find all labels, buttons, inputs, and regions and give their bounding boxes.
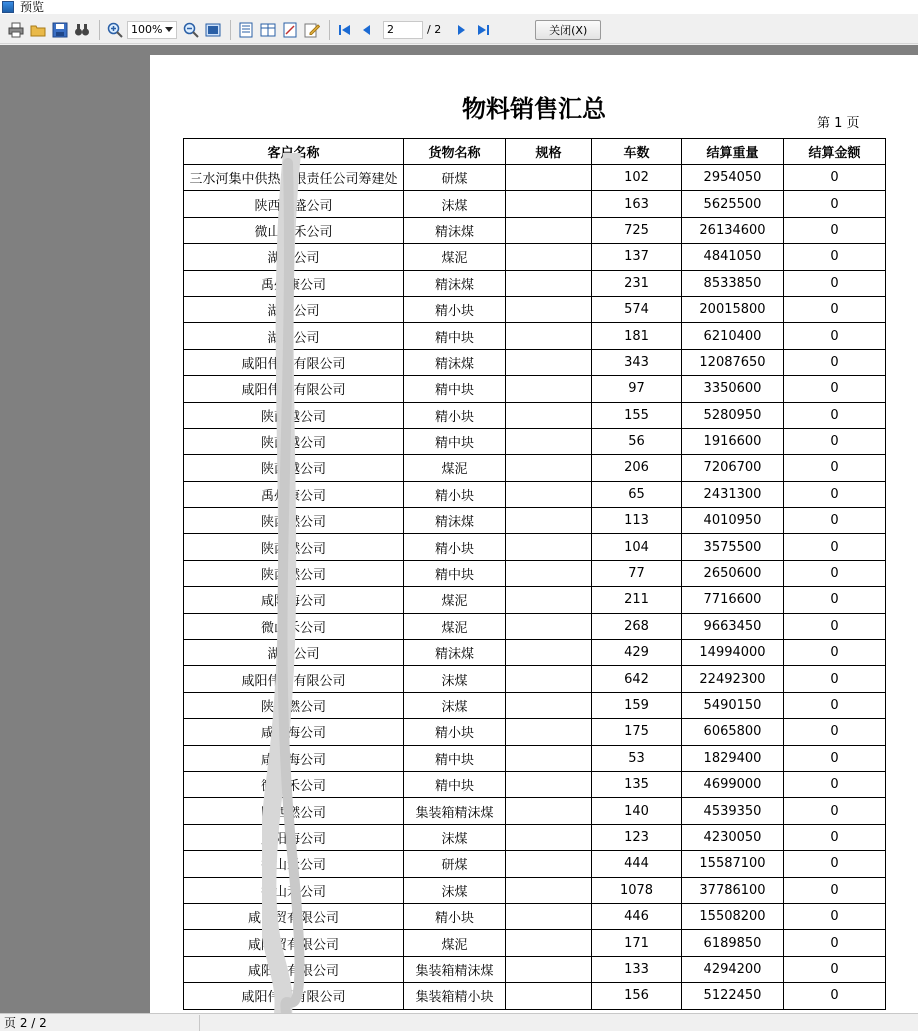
table-cell: 研煤	[404, 851, 506, 877]
table-cell	[506, 165, 592, 191]
table-cell: 微山县禾公司	[184, 217, 404, 243]
table-cell: 14994000	[682, 640, 784, 666]
table-row	[184, 165, 886, 191]
table-cell: 429	[592, 640, 682, 666]
table-cell: 53	[592, 745, 682, 771]
table-cell: 0	[784, 851, 886, 877]
previous-page-icon[interactable]	[357, 20, 377, 40]
table-cell: 268	[592, 613, 682, 639]
report-page	[150, 55, 918, 1013]
table-cell	[506, 508, 592, 534]
table-cell	[506, 376, 592, 402]
table-cell: 0	[784, 508, 886, 534]
table-cell: 155	[592, 402, 682, 428]
table-cell: 3350600	[682, 376, 784, 402]
table-cell	[506, 402, 592, 428]
table-cell: 陕西燃公司	[184, 560, 404, 586]
table-cell: 沫煤	[404, 191, 506, 217]
table-cell: 159	[592, 692, 682, 718]
table-cell: 煤泥	[404, 930, 506, 956]
table-cell: 陕西越公司	[184, 455, 404, 481]
table-row	[184, 270, 886, 296]
table-cell	[506, 587, 592, 613]
table-cell	[506, 534, 592, 560]
save-icon[interactable]	[50, 20, 70, 40]
table-cell: 咸阳贸有限公司	[184, 903, 404, 929]
table-cell	[506, 956, 592, 982]
table-cell: 20015800	[682, 296, 784, 322]
table-cell: 煤泥	[404, 587, 506, 613]
table-cell: 咸阳海公司	[184, 719, 404, 745]
table-cell	[506, 824, 592, 850]
table-cell: 湖北公司	[184, 640, 404, 666]
table-cell: 微山禾公司	[184, 877, 404, 903]
table-cell: 精中块	[404, 745, 506, 771]
table-cell	[506, 323, 592, 349]
table-cell: 湖北公司	[184, 296, 404, 322]
table-cell: 陕西燃公司	[184, 798, 404, 824]
table-cell	[506, 877, 592, 903]
table-cell: 211	[592, 587, 682, 613]
table-row	[184, 587, 886, 613]
table-cell: 0	[784, 640, 886, 666]
table-cell: 沫煤	[404, 877, 506, 903]
chevron-down-icon	[165, 27, 173, 32]
table-cell: 0	[784, 824, 886, 850]
zoom-value: 100%	[131, 23, 163, 36]
table-cell: 65	[592, 481, 682, 507]
table-cell: 咸阳贸有限公司	[184, 956, 404, 982]
open-folder-icon[interactable]	[28, 20, 48, 40]
table-cell: 禹州康公司	[184, 481, 404, 507]
table-cell: 精沫煤	[404, 270, 506, 296]
table-cell: 研煤	[404, 165, 506, 191]
next-page-icon[interactable]	[451, 20, 471, 40]
table-cell	[506, 692, 592, 718]
table-cell: 6210400	[682, 323, 784, 349]
table-cell: 微山禾公司	[184, 851, 404, 877]
table-cell: 37786100	[682, 877, 784, 903]
table-cell	[506, 217, 592, 243]
table-cell: 3575500	[682, 534, 784, 560]
table-cell: 156	[592, 983, 682, 1009]
table-cell	[506, 560, 592, 586]
table-cell: 12087650	[682, 349, 784, 375]
table-cell: 咸阳海公司	[184, 587, 404, 613]
table-cell: 725	[592, 217, 682, 243]
table-cell: 22492300	[682, 666, 784, 692]
report-table-body	[184, 165, 886, 1010]
table-cell: 咸阳伟贸有限公司	[184, 666, 404, 692]
page-label: 第 1 页	[817, 116, 860, 131]
table-cell: 4294200	[682, 956, 784, 982]
toolbar-separator	[329, 20, 330, 40]
table-cell: 15587100	[682, 851, 784, 877]
table-cell: 禹州康公司	[184, 270, 404, 296]
table-cell	[506, 191, 592, 217]
table-row	[184, 534, 886, 560]
table-row	[184, 217, 886, 243]
table-cell: 0	[784, 771, 886, 797]
table-cell: 0	[784, 613, 886, 639]
table-cell: 精中块	[404, 560, 506, 586]
table-cell: 56	[592, 428, 682, 454]
table-row	[184, 191, 886, 217]
column-header: 车数	[592, 139, 682, 165]
page-status: 页 2 / 2	[0, 1015, 200, 1031]
table-cell: 精中块	[404, 323, 506, 349]
table-cell: 0	[784, 323, 886, 349]
table-row	[184, 798, 886, 824]
table-cell	[506, 983, 592, 1009]
table-row	[184, 983, 886, 1009]
table-cell: 0	[784, 296, 886, 322]
report-title: 物料销售汇总	[462, 94, 606, 123]
single-page-icon[interactable]	[236, 20, 256, 40]
table-cell	[506, 270, 592, 296]
table-row	[184, 771, 886, 797]
table-cell: 0	[784, 376, 886, 402]
table-cell: 0	[784, 560, 886, 586]
table-cell: 1078	[592, 877, 682, 903]
close-button[interactable]: 关闭(X)	[535, 20, 601, 40]
table-cell: 0	[784, 903, 886, 929]
table-cell: 171	[592, 930, 682, 956]
table-cell: 精中块	[404, 376, 506, 402]
table-cell: 精沫煤	[404, 508, 506, 534]
table-row	[184, 851, 886, 877]
table-cell: 陕西燃公司	[184, 508, 404, 534]
table-cell: 0	[784, 692, 886, 718]
table-cell	[506, 745, 592, 771]
multi-page-icon[interactable]	[258, 20, 278, 40]
table-cell: 5122450	[682, 983, 784, 1009]
table-cell: 1916600	[682, 428, 784, 454]
table-row	[184, 745, 886, 771]
table-row	[184, 428, 886, 454]
table-cell: 0	[784, 244, 886, 270]
table-row	[184, 244, 886, 270]
toolbar-separator	[99, 20, 100, 40]
table-cell: 咸阳贸有限公司	[184, 930, 404, 956]
table-row	[184, 666, 886, 692]
table-cell: 2954050	[682, 165, 784, 191]
table-row	[184, 903, 886, 929]
table-cell: 4539350	[682, 798, 784, 824]
table-cell: 8533850	[682, 270, 784, 296]
table-cell	[506, 613, 592, 639]
table-cell: 0	[784, 349, 886, 375]
window-title: 预览	[20, 0, 45, 14]
table-row	[184, 481, 886, 507]
table-cell: 微山禾公司	[184, 771, 404, 797]
table-cell	[506, 349, 592, 375]
table-row	[184, 508, 886, 534]
table-cell: 0	[784, 270, 886, 296]
preview-viewport[interactable]	[0, 45, 918, 1013]
title-bar	[0, 0, 918, 14]
table-cell: 精小块	[404, 534, 506, 560]
full-page-icon[interactable]	[203, 20, 223, 40]
table-cell: 精沫煤	[404, 349, 506, 375]
table-row	[184, 349, 886, 375]
table-row	[184, 719, 886, 745]
table-cell: 0	[784, 534, 886, 560]
table-row	[184, 692, 886, 718]
table-cell: 6189850	[682, 930, 784, 956]
table-cell: 0	[784, 719, 886, 745]
table-row	[184, 613, 886, 639]
table-cell: 0	[784, 217, 886, 243]
table-cell: 163	[592, 191, 682, 217]
table-cell: 642	[592, 666, 682, 692]
table-cell	[506, 719, 592, 745]
table-cell: 沫煤	[404, 824, 506, 850]
table-cell: 0	[784, 587, 886, 613]
table-row	[184, 402, 886, 428]
table-cell: 140	[592, 798, 682, 824]
table-cell: 102	[592, 165, 682, 191]
table-row	[184, 640, 886, 666]
zoom-select[interactable]	[127, 21, 177, 39]
table-cell: 咸阳伟贸有限公司	[184, 349, 404, 375]
table-cell: 0	[784, 983, 886, 1009]
table-cell: 104	[592, 534, 682, 560]
table-cell: 0	[784, 481, 886, 507]
table-cell: 三水河集中供热有限责任公司筹建处	[184, 165, 404, 191]
toolbar	[0, 16, 918, 44]
table-cell: 15508200	[682, 903, 784, 929]
table-cell: 0	[784, 165, 886, 191]
edit-pencil-icon[interactable]	[302, 20, 322, 40]
table-cell: 精中块	[404, 771, 506, 797]
table-cell: 574	[592, 296, 682, 322]
table-cell: 0	[784, 428, 886, 454]
print-icon[interactable]	[6, 20, 26, 40]
table-cell: 煤泥	[404, 455, 506, 481]
table-cell: 精沫煤	[404, 640, 506, 666]
table-row	[184, 296, 886, 322]
table-cell: 0	[784, 745, 886, 771]
table-cell: 7716600	[682, 587, 784, 613]
table-cell: 微山禾公司	[184, 613, 404, 639]
table-cell: 精小块	[404, 719, 506, 745]
page-setup-icon[interactable]	[280, 20, 300, 40]
table-cell: 集装箱精小块	[404, 983, 506, 1009]
table-cell: 137	[592, 244, 682, 270]
table-cell	[506, 851, 592, 877]
table-cell: 2431300	[682, 481, 784, 507]
table-row	[184, 824, 886, 850]
column-header: 规格	[506, 139, 592, 165]
table-cell	[506, 771, 592, 797]
table-cell: 陕西燃公司	[184, 692, 404, 718]
table-cell: 精中块	[404, 428, 506, 454]
column-header: 货物名称	[404, 139, 506, 165]
page-number-input[interactable]: 2	[383, 21, 423, 39]
table-cell: 咸阳海公司	[184, 745, 404, 771]
table-cell: 181	[592, 323, 682, 349]
table-cell: 精小块	[404, 402, 506, 428]
table-cell: 26134600	[682, 217, 784, 243]
table-cell: 0	[784, 191, 886, 217]
table-cell: 5625500	[682, 191, 784, 217]
table-cell: 0	[784, 402, 886, 428]
table-cell: 133	[592, 956, 682, 982]
table-cell: 77	[592, 560, 682, 586]
table-cell: 175	[592, 719, 682, 745]
table-cell	[506, 930, 592, 956]
table-cell: 陕西燃公司	[184, 534, 404, 560]
table-cell	[506, 640, 592, 666]
table-cell: 咸阳伟贸有限公司	[184, 376, 404, 402]
table-cell	[506, 666, 592, 692]
table-cell: 0	[784, 798, 886, 824]
table-cell: 陕西越公司	[184, 402, 404, 428]
table-cell: 煤泥	[404, 613, 506, 639]
table-row	[184, 877, 886, 903]
table-row	[184, 930, 886, 956]
table-cell	[506, 481, 592, 507]
column-header: 结算金额	[784, 139, 886, 165]
table-row	[184, 376, 886, 402]
table-cell: 精沫煤	[404, 217, 506, 243]
table-cell: 4699000	[682, 771, 784, 797]
table-cell: 6065800	[682, 719, 784, 745]
table-cell: 0	[784, 956, 886, 982]
table-cell: 97	[592, 376, 682, 402]
first-page-icon[interactable]	[335, 20, 355, 40]
table-cell: 444	[592, 851, 682, 877]
table-cell	[506, 428, 592, 454]
table-cell: 446	[592, 903, 682, 929]
table-cell: 湖北公司	[184, 323, 404, 349]
table-cell: 咸阳伟贸有限公司	[184, 983, 404, 1009]
table-cell: 0	[784, 930, 886, 956]
table-cell: 2650600	[682, 560, 784, 586]
table-cell: 0	[784, 666, 886, 692]
table-row	[184, 323, 886, 349]
table-cell: 湖北公司	[184, 244, 404, 270]
toolbar-separator	[230, 20, 231, 40]
table-row	[184, 956, 886, 982]
table-cell: 5490150	[682, 692, 784, 718]
table-cell	[506, 455, 592, 481]
last-page-icon[interactable]	[473, 20, 493, 40]
table-cell: 4010950	[682, 508, 784, 534]
column-header: 结算重量	[682, 139, 784, 165]
zoom-out-icon[interactable]	[181, 20, 201, 40]
find-binoculars-icon[interactable]	[72, 20, 92, 40]
page-total: / 2	[427, 23, 442, 36]
table-cell: 精小块	[404, 903, 506, 929]
table-cell: 206	[592, 455, 682, 481]
table-cell: 0	[784, 455, 886, 481]
table-cell: 咸阳海公司	[184, 824, 404, 850]
table-cell: 5280950	[682, 402, 784, 428]
table-cell: 135	[592, 771, 682, 797]
table-cell: 343	[592, 349, 682, 375]
table-cell: 精小块	[404, 481, 506, 507]
app-icon	[2, 1, 14, 13]
table-cell: 231	[592, 270, 682, 296]
table-cell: 123	[592, 824, 682, 850]
table-cell	[506, 798, 592, 824]
report-table	[183, 138, 886, 1010]
table-cell: 煤泥	[404, 244, 506, 270]
table-cell: 4230050	[682, 824, 784, 850]
table-cell: 集装箱精沫煤	[404, 956, 506, 982]
table-cell: 集装箱精沫煤	[404, 798, 506, 824]
table-cell: 9663450	[682, 613, 784, 639]
table-cell: 沫煤	[404, 692, 506, 718]
table-cell	[506, 296, 592, 322]
table-header-row	[184, 139, 886, 165]
table-row	[184, 560, 886, 586]
zoom-in-icon[interactable]	[105, 20, 125, 40]
table-row	[184, 455, 886, 481]
table-cell: 精小块	[404, 296, 506, 322]
table-cell	[506, 244, 592, 270]
column-header: 客户名称	[184, 139, 404, 165]
status-bar	[0, 1013, 918, 1031]
table-cell: 陕西鑫盛公司	[184, 191, 404, 217]
table-cell: 0	[784, 877, 886, 903]
table-cell: 7206700	[682, 455, 784, 481]
table-cell: 113	[592, 508, 682, 534]
table-cell: 4841050	[682, 244, 784, 270]
table-cell: 1829400	[682, 745, 784, 771]
table-cell	[506, 903, 592, 929]
table-cell: 沫煤	[404, 666, 506, 692]
table-cell: 陕西越公司	[184, 428, 404, 454]
